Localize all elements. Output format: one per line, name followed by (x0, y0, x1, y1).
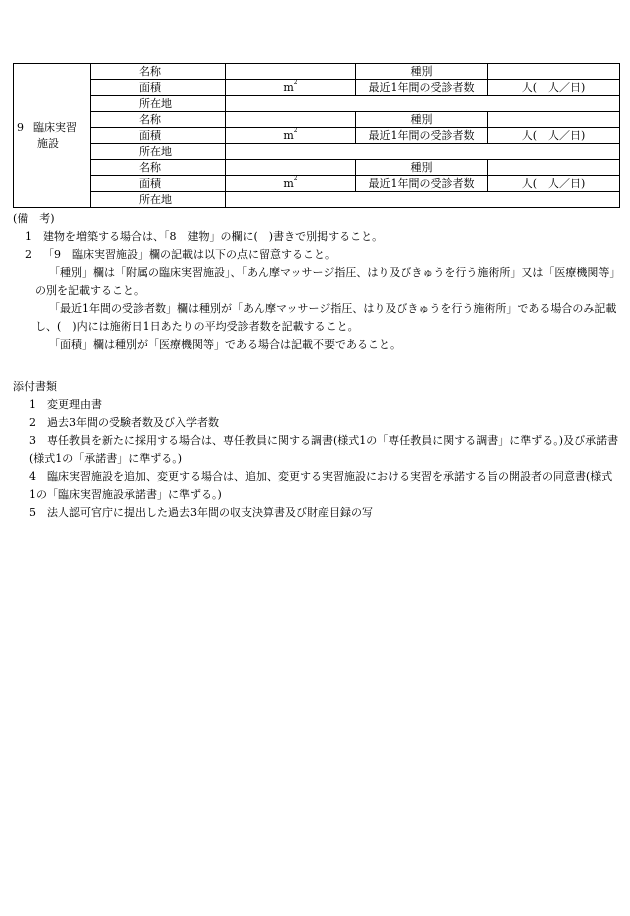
attachments-heading: 添付書類 (13, 380, 57, 393)
type-value-cell (488, 160, 620, 176)
notes-section (13, 210, 619, 354)
attachment-item: 1 変更理由書 (29, 398, 102, 411)
note-sub-item: 「面積」欄は種別が「医療機関等」である場合は記載不要であること。 (49, 338, 401, 351)
location-value-cell (226, 96, 620, 112)
facility-area-row (14, 128, 620, 144)
location-value-cell (226, 144, 620, 160)
section-number: 9 (17, 120, 24, 134)
location-label: 所在地 (91, 144, 226, 160)
notes-heading: (備 考) (13, 212, 55, 225)
area-unit-cell (226, 128, 356, 144)
note-item: 2 「9 臨床実習施設」欄の記載は以下の点に留意すること。 (25, 248, 336, 261)
facility-area-row (14, 176, 620, 192)
location-value-cell (226, 192, 620, 208)
patients-unit: 人( 人／日) (488, 80, 620, 96)
patients-label: 最近1年間の受診者数 (356, 80, 488, 96)
facility-name-row (14, 64, 620, 80)
area-label: 面積 (91, 128, 226, 144)
attachment-item: 4 臨床実習施設を追加、変更する場合は、追加、変更する実習施設における実習を承諾する旨の開設者の同意書(様式1の「臨床実習施設承諾書」に準ずる。) (29, 470, 613, 501)
patients-label: 最近1年間の受診者数 (356, 176, 488, 192)
type-label: 種別 (356, 64, 488, 80)
name-label: 名称 (91, 112, 226, 128)
type-value-cell (488, 64, 620, 80)
section-title-line1: 臨床実習 (33, 120, 77, 134)
facility-location-row (14, 96, 620, 112)
note-sub-item: 「最近1年間の受診者数」欄は種別が「あん摩マッサージ指圧、はり及びきゅうを行う施術所」である場合のみ記載し、( )内には施術日1日あたりの平均受診者数を記載すること。 (35, 302, 617, 333)
area-label: 面積 (91, 80, 226, 96)
location-label: 所在地 (91, 192, 226, 208)
name-value-cell (226, 160, 356, 176)
name-label: 名称 (91, 160, 226, 176)
area-unit-superscript: 2 (293, 127, 298, 134)
name-value-cell (226, 112, 356, 128)
attachments-section (13, 378, 619, 522)
section-label-cell (14, 64, 91, 208)
facility-location-row (14, 192, 620, 208)
patients-unit: 人( 人／日) (488, 176, 620, 192)
facility-name-row (14, 160, 620, 176)
area-unit-superscript: 2 (293, 175, 298, 182)
area-unit-cell (226, 80, 356, 96)
attachment-item: 5 法人認可官庁に提出した過去3年間の収支決算書及び財産目録の写 (29, 506, 373, 519)
area-unit-cell (226, 176, 356, 192)
patients-label: 最近1年間の受診者数 (356, 128, 488, 144)
note-item: 1 建物を増築する場合は、「8 建物」の欄に( )書きで別掲すること。 (25, 230, 384, 243)
facility-table (13, 63, 620, 208)
name-label: 名称 (91, 64, 226, 80)
facility-location-row (14, 144, 620, 160)
note-sub-item: 「種別」欄は「附属の臨床実習施設」、「あん摩マッサージ指圧、はり及びきゅうを行う施術所」又は「医療機関等」の別を記載すること。 (35, 266, 615, 297)
area-unit: m (283, 129, 294, 142)
type-label: 種別 (356, 160, 488, 176)
area-unit: m (283, 81, 294, 94)
area-unit-superscript: 2 (293, 79, 298, 86)
facility-name-row (14, 112, 620, 128)
section-title-line2: 施設 (37, 136, 59, 150)
type-value-cell (488, 112, 620, 128)
patients-unit: 人( 人／日) (488, 128, 620, 144)
location-label: 所在地 (91, 96, 226, 112)
attachment-item: 2 過去3年間の受験者数及び入学者数 (29, 416, 219, 429)
name-value-cell (226, 64, 356, 80)
area-label: 面積 (91, 176, 226, 192)
facility-area-row (14, 80, 620, 96)
attachment-item: 3 専任教員を新たに採用する場合は、専任教員に関する調書(様式1の「専任教員に関する調書」に準ずる。)及び承諾書(様式1の「承諾書」に準ずる。) (29, 434, 619, 465)
area-unit: m (283, 177, 294, 190)
type-label: 種別 (356, 112, 488, 128)
